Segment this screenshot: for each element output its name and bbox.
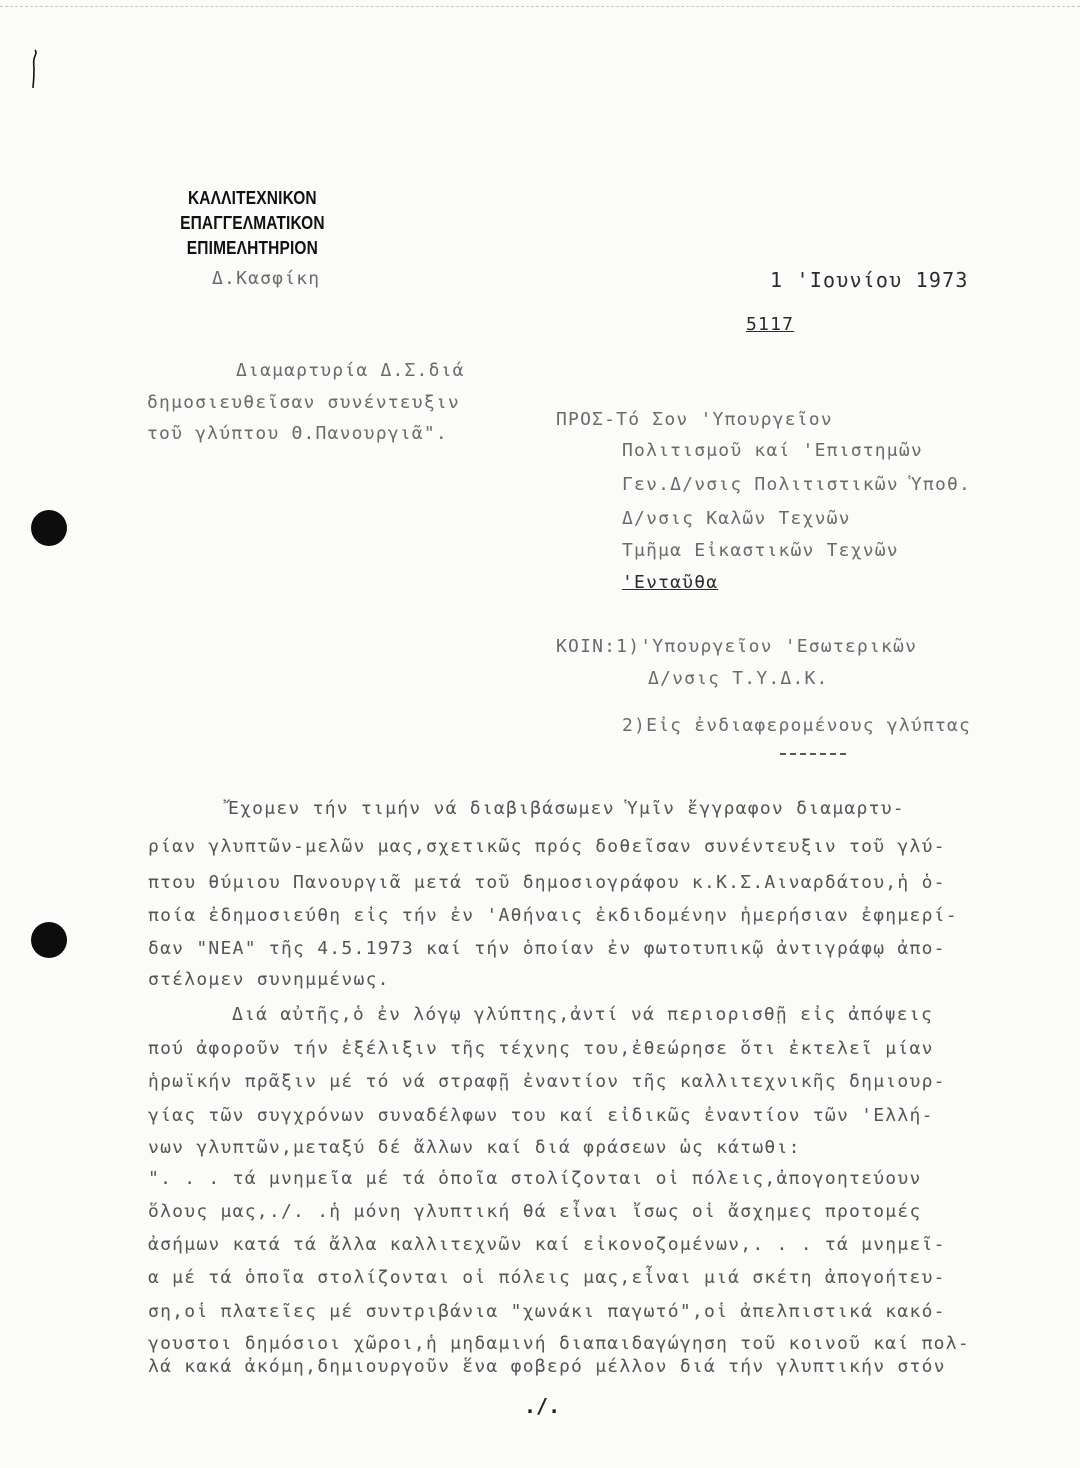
scan-top-edge <box>0 6 1080 7</box>
body-line: ποία ἐδημοσιεύθη εἰς τήν ἐν 'Αθήναις ἐκδιδομένην ἡμερήσιαν ἐφημερί- <box>148 905 958 926</box>
punch-hole-icon <box>31 922 67 958</box>
recipient-line: Τμῆμα Εἰκαστικῶν Τεχνῶν <box>622 540 899 561</box>
letterhead-line-1: ΚΑΛΛΙΤΕΧΝΙΚΟΝ ΕΠΑΓΓΕΛΜΑΤΙΚΟΝ <box>180 188 325 233</box>
subject-line: δημοσιευθεῖσαν συνέντευξιν <box>147 392 460 413</box>
body-line: Διά αὐτῆς,ὁ ἐν λόγῳ γλύπτης,ἀντί νά περιορισθῇ εἰς ἀπόψεις <box>232 1004 934 1025</box>
body-line: στέλομεν συνημμένως. <box>148 969 390 990</box>
body-line: γουστοι δημόσιοι χῶροι,ἡ μηδαμινή διαπαιδαγώγηση τοῦ κοινοῦ καί πολ- <box>148 1333 970 1354</box>
recipient-line: ΠΡΟΣ-Τό Σον 'Υπουργεῖον <box>556 409 833 430</box>
copies-line: 2)Εἰς ἐνδιαφερομένους γλύπτας <box>622 715 972 736</box>
body-line: πτου θύμιου Πανουργιᾶ μετά τοῦ δημοσιογράφου κ.Κ.Σ.Αιναρδάτου,ἡ ὁ- <box>148 872 946 893</box>
body-line: λά κακά ἀκόμη,δημιουργοῦν ἕνα φοβερό μέλλον διά τήν γλυπτικήν στόν <box>148 1356 946 1377</box>
page-continuation-marker: ./. <box>524 1394 561 1418</box>
recipient-line: Δ/νσις Καλῶν Τεχνῶν <box>622 508 851 529</box>
letterhead-line-2: ΕΠΙΜΕΛΗΤΗΡΙΟΝ <box>186 238 319 258</box>
subject-line: Διαμαρτυρία Δ.Σ.διά <box>236 360 465 381</box>
letter-date: 1 'Ιουνίου 1973 <box>770 268 969 292</box>
letterhead <box>138 186 367 261</box>
body-line: ση,οἱ πλατεῖες μέ συντριβάνια "χωνάκι παγωτό",οἱ ἀπελπιστικά κακό- <box>148 1301 946 1322</box>
body-line: ἡρωϊκήν πρᾶξιν μέ τό νά στραφῇ ἐναντίον τῆς καλλιτεχνικῆς δημιουρ- <box>148 1071 946 1092</box>
copies-line: Δ/νσις Τ.Υ.Δ.Κ. <box>648 668 829 689</box>
body-line: ἀσήμων κατά τά ἄλλα καλλιτεχνῶν καί εἰκονοζομένων,. . . τά μνημεῖ- <box>148 1234 946 1255</box>
body-line: ὅλους μας,./. .ἡ μόνη γλυπτική θά εἶναι ἴσως οἱ ἄσχημες προτομές <box>148 1201 922 1222</box>
body-line: ρίαν γλυπτῶν-μελῶν μας,σχετικῶς πρός δοθεῖσαν συνέντευξιν τοῦ γλύ- <box>148 836 946 857</box>
copies-line: ΚΟΙΝ:1)'Υπουργεῖον 'Εσωτερικῶν <box>556 636 918 657</box>
body-line: δαν "ΝΕΑ" τῆς 4.5.1973 καί τήν ὁποίαν ἐν φωτοτυπικῷ ἀντιγράφῳ ἀπο- <box>148 938 946 959</box>
protocol-number: 5117 <box>746 314 795 335</box>
recipient-line: 'Ενταῦθα <box>622 572 719 593</box>
recipient-line: Πολιτισμοῦ καί 'Επιστημῶν <box>622 440 923 461</box>
divider <box>780 753 846 755</box>
body-line: πού ἀφοροῦν τήν ἐξέλιξιν τῆς τέχνης του,ἐθεώρησε ὅτι ἐκτελεῖ μίαν <box>148 1038 934 1059</box>
subject-line: τοῦ γλύπτου Θ.Πανουργιᾶ". <box>147 423 448 444</box>
body-line: νων γλυπτῶν,μεταξύ δέ ἄλλων καί διά φράσεων ὡς κάτωθι: <box>148 1137 801 1158</box>
body-line: ". . . τά μνημεῖα μέ τά ὁποῖα στολίζονται οἱ πόλεις,ἀπογοητεύουν <box>148 1168 922 1189</box>
body-line: γίας τῶν συγχρόνων συναδέλφων του καί εἰδικῶς ἐναντίον τῶν 'Ελλή- <box>148 1105 934 1126</box>
body-line: Ἔχομεν τήν τιμήν νά διαβιβάσωμεν Ὑμῖν ἔγγραφον διαμαρτυ- <box>228 798 905 819</box>
punch-hole-icon <box>31 510 67 546</box>
body-line: α μέ τά ὁποῖα στολίζονται οἱ πόλεις μας,εἶναι μιά σκέτη ἀπογοήτευ- <box>148 1267 946 1288</box>
sender-reference: Δ.Κασφίκη <box>212 268 321 289</box>
recipient-line: Γεν.Δ/νσις Πολιτιστικῶν Ὑποθ. <box>622 474 972 495</box>
pen-mark <box>30 48 38 90</box>
